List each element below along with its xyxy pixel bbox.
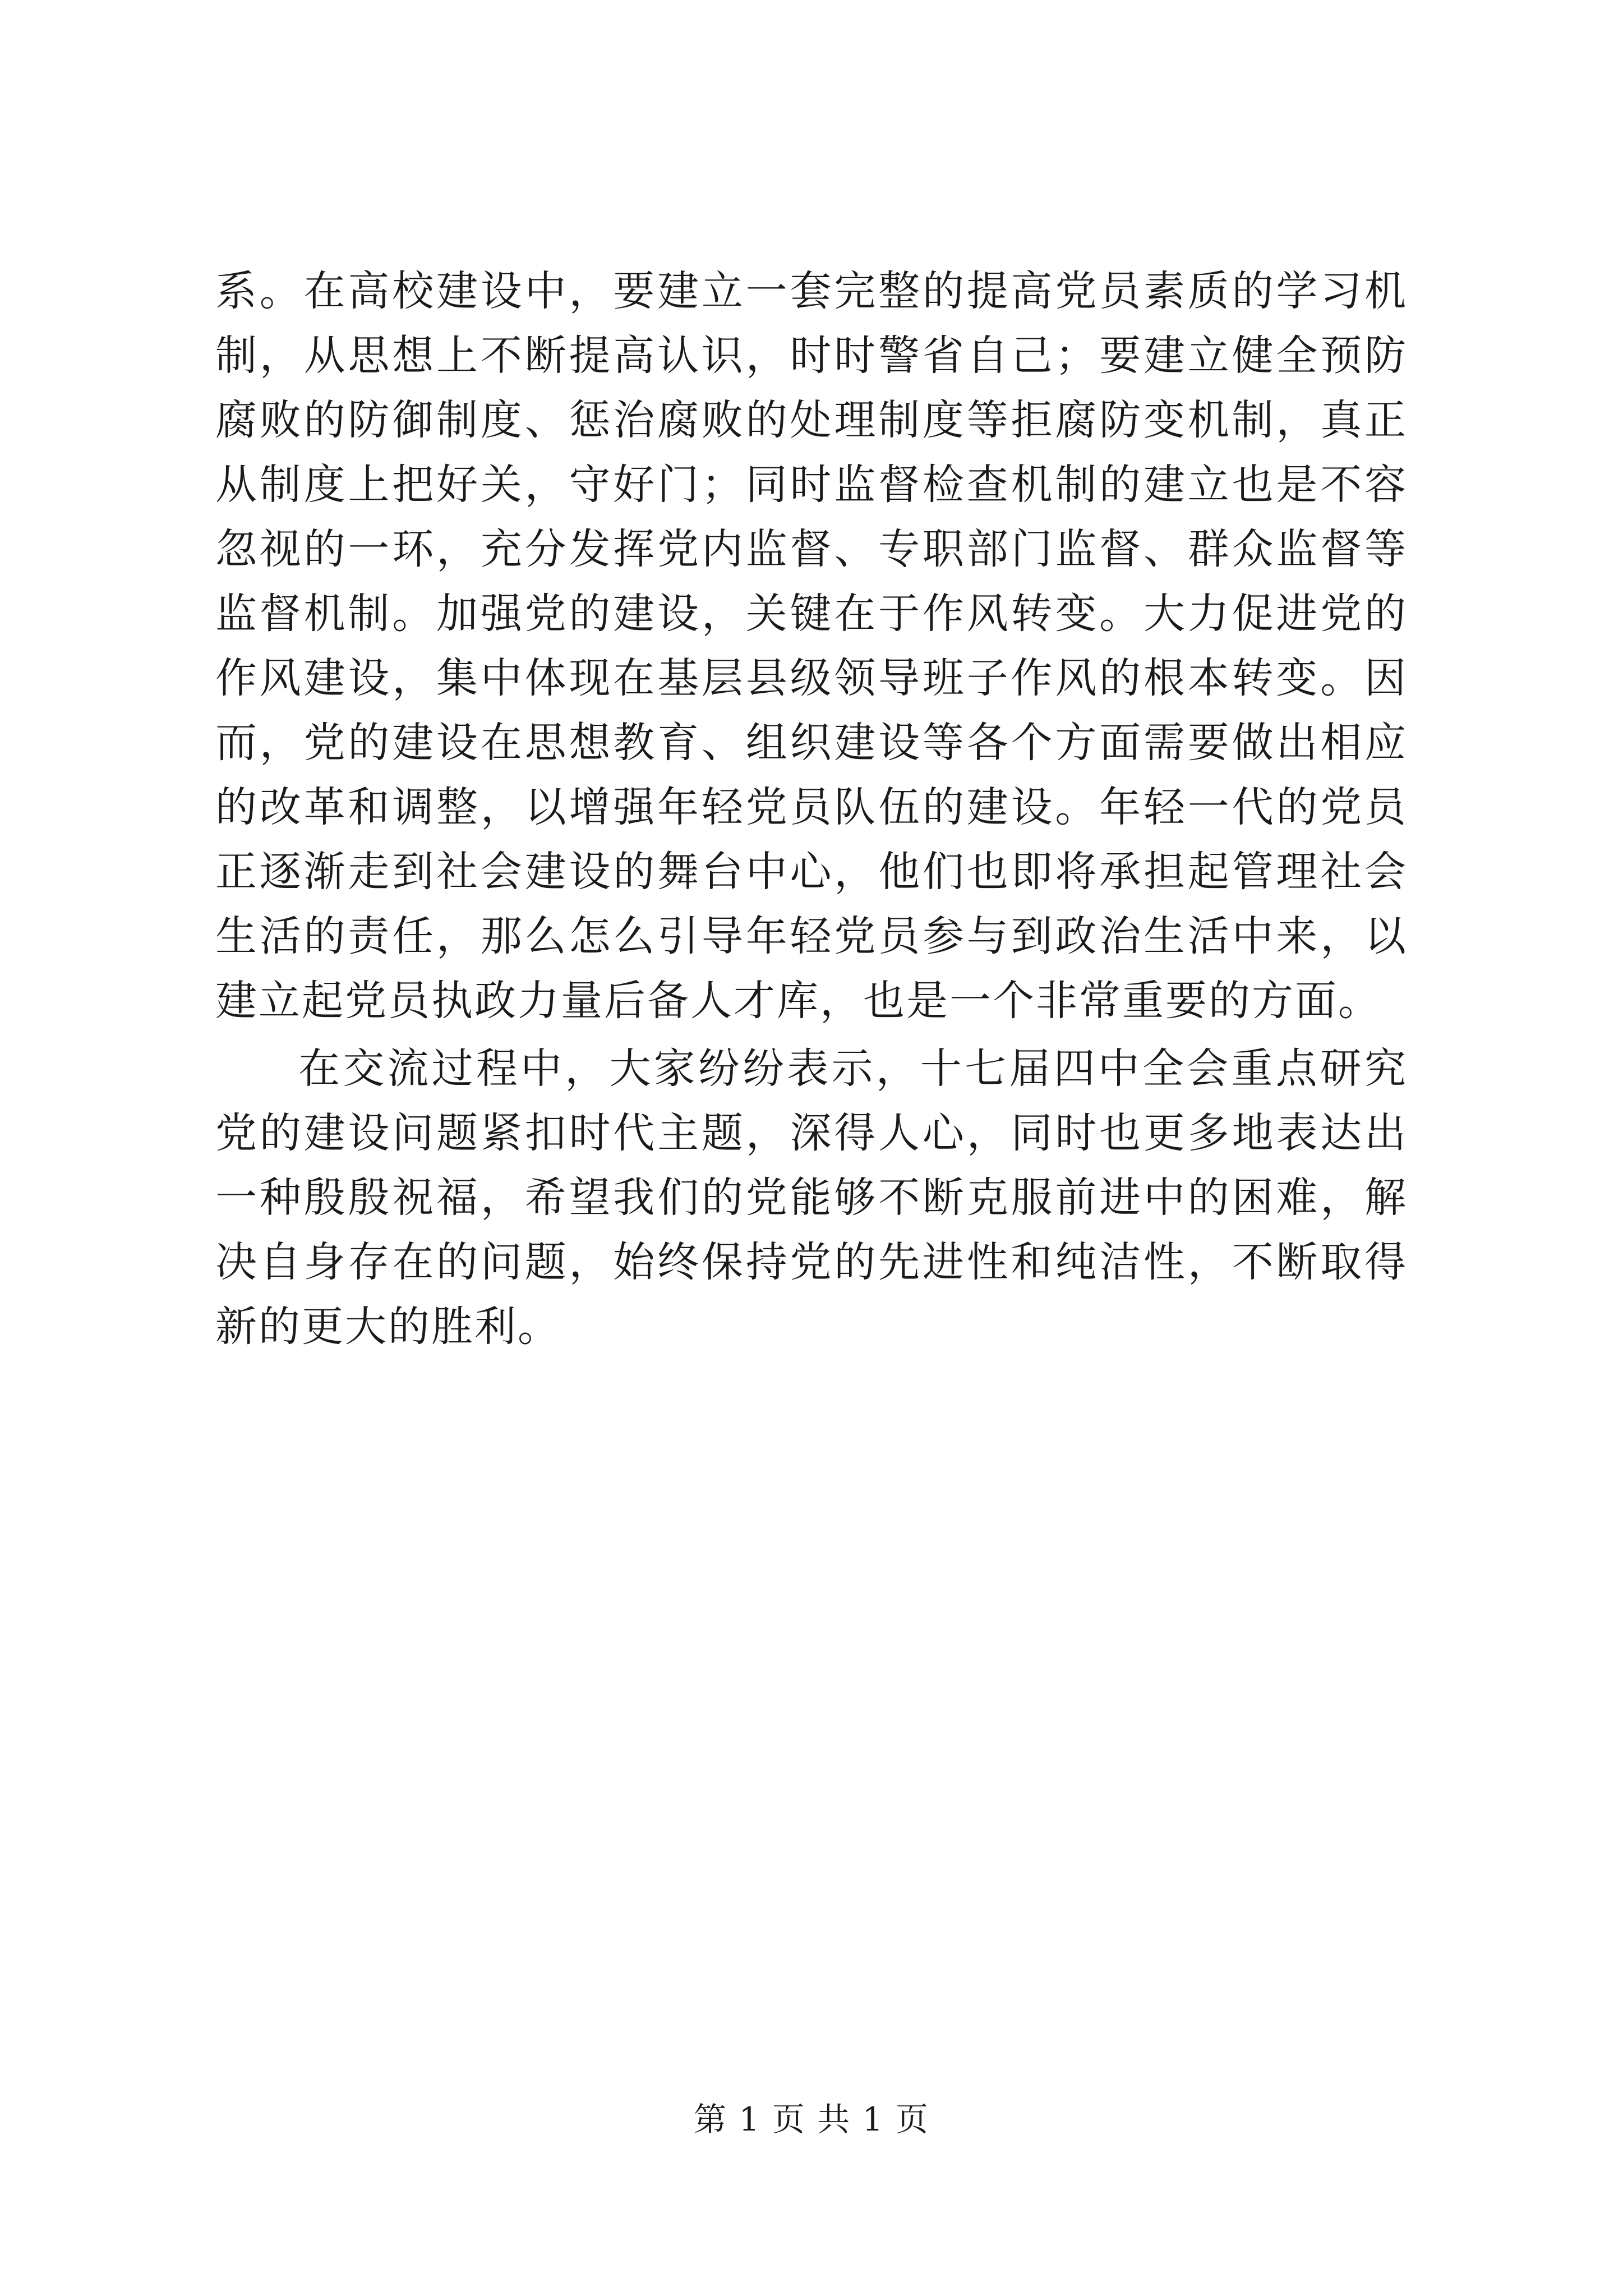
document-body [215, 259, 1408, 1359]
page-number-footer: 第 1 页 共 1 页 [694, 2100, 929, 2138]
paragraph-continuation: 系。在高校建设中，要建立一套完整的提高党员素质的学习机制，从思想上不断提高认识，时时警省自己；要建立健全预防腐败的防御制度、惩治腐败的处理制度等拒腐防变机制，真正从制度上把好关，守好门；同时监督检查机制的建立也是不容忽视的一环，充分发挥党内监督、专职部门监督、群众监督等监督机制。加强党的建设，关键在于作风转变。大力促进党的作风建设，集中体现在基层县级领导班子作风的根本转变。因而，党的建设在思想教育、组织建设等各个方面需要做出相应的改革和调整，以增强年轻党员队伍的建设。年轻一代的党员正逐渐走到社会建设的舞台中心，他们也即将承担起管理社会生活的责任，那么怎么引导年轻党员参与到政治生活中来，以建立起党员执政力量后备人才库，也是一个非常重要的方面。 [215, 267, 1408, 1025]
paragraph-exchange-summary: 在交流过程中，大家纷纷表示，十七届四中全会重点研究党的建设问题紧扣时代主题，深得人心，同时也更多地表达出一种殷殷祝福，希望我们的党能够不断克服前进中的困难，解决自身存在的问题，始终保持党的先进性和纯洁性，不断取得新的更大的胜利。 [215, 1045, 1408, 1351]
